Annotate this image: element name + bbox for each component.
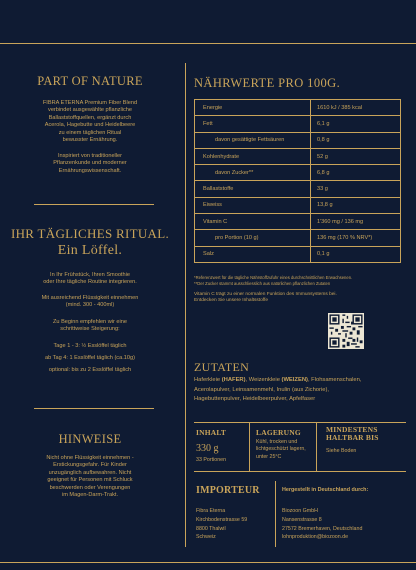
nutrition-heading: NÄHRWERTE PRO 100G. bbox=[194, 76, 341, 90]
step-2: ab Tag 4: 1 Esslöffel täglich (ca.10g) bbox=[45, 355, 135, 361]
table-row bbox=[195, 133, 400, 149]
row-value: 33 g bbox=[317, 186, 328, 193]
row-label: Ballaststoffe bbox=[195, 181, 311, 196]
column-divider bbox=[185, 63, 186, 547]
separator-1 bbox=[34, 204, 154, 205]
ritual-text-1: In Ihr Frühstück, Ihren Smoothie oder Ihre tägliche Routine integrieren. bbox=[43, 272, 137, 286]
hersteller-box bbox=[282, 481, 407, 547]
importeur-box bbox=[194, 481, 276, 547]
step-3: optional: bis zu 2 Esslöffel täglich bbox=[48, 367, 132, 373]
table-row bbox=[195, 214, 400, 230]
ritual-subheading: Ein Löffel. bbox=[57, 243, 123, 258]
mhd-box bbox=[324, 423, 406, 471]
row-value: 1'360 mg / 136 mg bbox=[317, 218, 364, 225]
ritual-steps bbox=[0, 340, 180, 376]
table-row bbox=[195, 116, 400, 132]
lagerung-label: LAGERUNG bbox=[256, 428, 301, 437]
separator-2 bbox=[34, 408, 154, 409]
table-row bbox=[195, 230, 400, 246]
table-row bbox=[195, 165, 400, 181]
table-row bbox=[195, 198, 400, 214]
hersteller-address: Biozoon GmbH Nansenstrasse 8 27572 Bremerhaven, Deutschland lohnproduktion@biozoon.de bbox=[282, 508, 363, 541]
inhalt-label: INHALT bbox=[196, 428, 227, 437]
hinweise-heading: HINWEISE bbox=[58, 432, 122, 446]
row-value: 0,1 g bbox=[317, 251, 330, 258]
ritual-text-3: Zu Beginn empfehlen wir eine schrittweise Steigerung: bbox=[52, 319, 127, 333]
row-value: 0,8 g bbox=[317, 137, 330, 144]
row-label: Salz bbox=[195, 247, 311, 262]
row-label: Energie bbox=[195, 100, 311, 115]
table-row bbox=[195, 149, 400, 165]
vitamin-claim: Vitamin C trägt zu einer normalen Funktion des Immunsystems bei. Entdecken Sie unsere Inhaltsstoffe bbox=[194, 292, 337, 303]
info-boxes bbox=[194, 422, 406, 472]
table-row bbox=[195, 247, 400, 262]
row-label: davon gesättigte Fettsäuren bbox=[195, 133, 311, 148]
ritual-text-2: Mit ausreichend Flüssigkeit einnehmen (mind. 300 - 400ml) bbox=[41, 295, 139, 309]
footnotes: *Referenzwert für die tägliche Nährstoffzufuhr eines durchschnittlichen Erwachsenen. **Der Zucker stammt ausschliesslich aus natürlichen pflanzlichen Zutaten bbox=[194, 275, 353, 286]
mhd-text: Siehe Boden bbox=[326, 448, 357, 454]
lagerung-box bbox=[254, 423, 317, 471]
inspired-text: Inspiriert von traditioneller Pflanzenkunde und moderner Ernährungswissenschaft. bbox=[53, 153, 127, 174]
row-value: 6,1 g bbox=[317, 120, 330, 127]
row-label: Kohlenhydrate bbox=[195, 149, 311, 164]
lagerung-text: Kühl, trocken und lichtgeschützt lagern, unter 25°C bbox=[256, 439, 306, 460]
nutrition-table bbox=[194, 99, 401, 263]
row-value: 13,8 g bbox=[317, 202, 333, 209]
zutaten-heading: ZUTATEN bbox=[194, 360, 250, 374]
ritual-heading: IHR TÄGLICHES RITUAL. bbox=[10, 226, 170, 241]
hersteller-email-link[interactable]: lohnproduktion@biozoon.de bbox=[282, 534, 349, 541]
inhalt-value: 330 g bbox=[196, 443, 219, 454]
row-value: 1610 kJ / 385 kcal bbox=[317, 104, 363, 111]
top-border-line bbox=[0, 43, 416, 44]
inhalt-portions: 33 Portionen bbox=[196, 457, 227, 463]
step-1: Tage 1 - 3: ½ Esslöffel täglich bbox=[53, 343, 127, 349]
table-row bbox=[195, 100, 400, 116]
row-label: pro Portion (10 g) bbox=[195, 230, 311, 245]
part-of-nature-text: FIBRA ETERNA Premium Fiber Blend verbindet ausgewählte pflanzliche Ballaststoffquellen, ergänzt durch Acerola, Hagebutte und Heidelbeere zu einem täglichen Ritual bewusster Ernährung. bbox=[42, 100, 138, 144]
importeur-address: Fibra Eterna Kirchbodenstrasse 59 8800 Thalwil Schweiz bbox=[196, 508, 248, 541]
importeur-heading: IMPORTEUR bbox=[196, 485, 260, 496]
row-value: 52 g bbox=[317, 153, 328, 160]
part-of-nature-heading: PART OF NATURE bbox=[37, 74, 143, 88]
zutaten-text: Haferkleie (HAFER), Weizenkleie (WEIZEN), Flohsamenschalen, Acerolapulver, Leinsamenmehl, Inulin (aus Zichorie), Hagebuttenpulver, Heidelbeerpulver, Apfelfaser bbox=[194, 377, 362, 402]
row-label: davon Zucker** bbox=[195, 165, 311, 180]
hersteller-heading: Hergestellt in Deutschland durch: bbox=[282, 487, 369, 493]
inhalt-box bbox=[194, 423, 250, 471]
row-label: Fett bbox=[195, 116, 311, 131]
table-row bbox=[195, 181, 400, 197]
row-label: Vitamin C bbox=[195, 214, 311, 229]
bottom-border-line bbox=[0, 562, 416, 563]
row-value: 136 mg (170 % NRV*) bbox=[317, 235, 373, 242]
qr-code-icon[interactable] bbox=[328, 313, 364, 349]
row-label: Eiweiss bbox=[195, 198, 311, 213]
row-value: 6,8 g bbox=[317, 169, 330, 176]
mhd-label: MINDESTENS HALTBAR BIS bbox=[326, 425, 379, 442]
hinweise-text: Nicht ohne Flüssigkeit einnehmen - Erstickungsgefahr. Für Kinder unzugänglich aufbewahren. Nicht geeignet für Personen mit Schluck beschwerden oder Verengungen im Magen-Darm-Trakt. bbox=[46, 455, 134, 499]
